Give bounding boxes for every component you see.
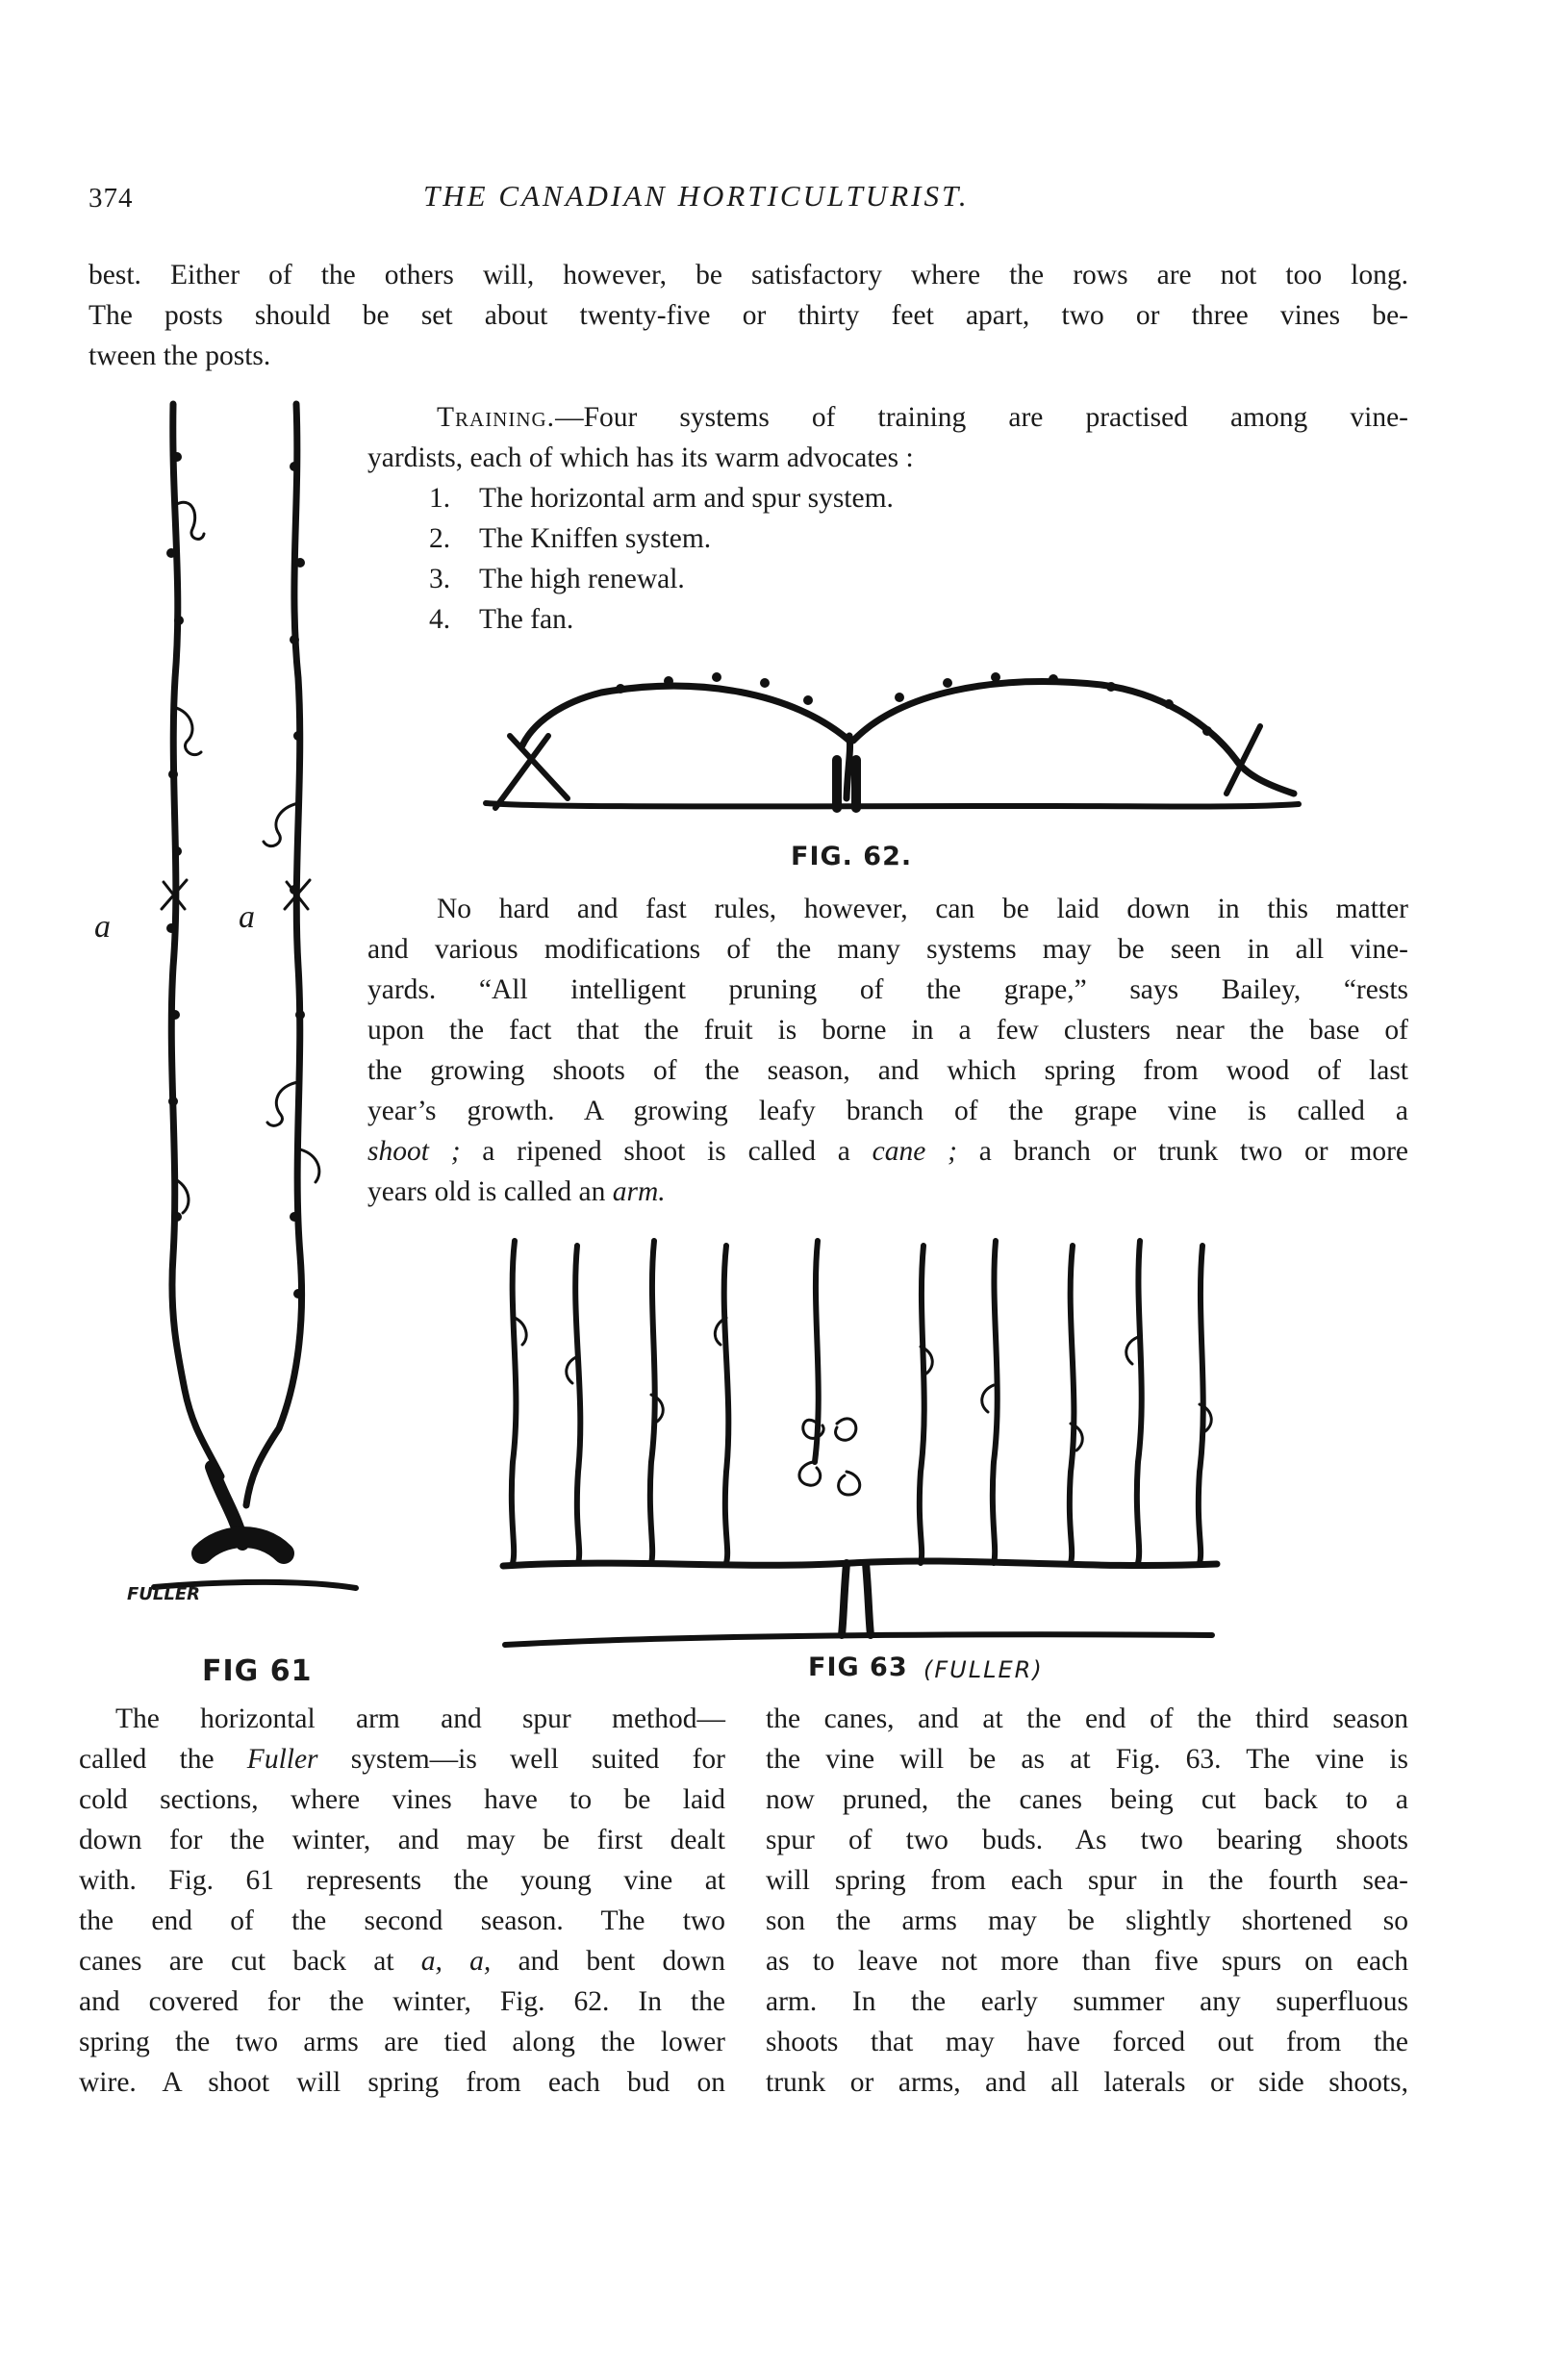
intro-line: tween the posts. <box>89 341 271 371</box>
training-paragraph <box>367 397 1408 478</box>
fig61-caption: FIG 61 <box>202 1654 313 1688</box>
column-line: the canes, and at the end of the third season <box>766 1703 1408 1734</box>
rules-line: year’s growth. A growing leafy branch of the grape vine is called a <box>367 1096 1408 1126</box>
fig61-credit: FULLER <box>127 1584 201 1604</box>
list-item: 1. The horizontal arm and spur system. <box>429 483 894 514</box>
rules-line: the growing shoots of the season, and which spring from wood of last <box>367 1055 1408 1086</box>
list-item: 4. The fan. <box>429 604 574 635</box>
right-column <box>766 1699 1408 2103</box>
fig63-caption: FIG 63 <box>808 1652 908 1682</box>
training-line-rest: —Four systems of training are practised among vine- <box>555 402 1408 433</box>
fig63-illustration <box>486 1231 1227 1654</box>
page-number: 374 <box>89 183 134 214</box>
rules-line: years old is called an arm. <box>367 1176 666 1207</box>
term-cane: cane ; <box>872 1136 957 1167</box>
rules-line: and various modifications of the many systems may be seen in all vine- <box>367 934 1408 965</box>
column-line: arm. In the early summer any superfluous <box>766 1986 1408 2017</box>
left-column <box>79 1699 725 2103</box>
column-line: down for the winter, and may be first dealt <box>79 1825 725 1855</box>
column-line: now pruned, the canes being cut back to a <box>766 1784 1408 1815</box>
fig63-credit: (FULLER) <box>923 1656 1044 1683</box>
intro-line: best. Either of the others will, however, be satisfactory where the rows are not too long. <box>89 260 1408 290</box>
term-fuller: Fuller <box>246 1744 318 1775</box>
list-item: 2. The Kniffen system. <box>429 523 712 554</box>
column-line: with. Fig. 61 represents the young vine at <box>79 1865 725 1896</box>
column-line: The horizontal arm and spur method— <box>115 1703 725 1734</box>
fig61-label-a-right: a <box>239 899 255 935</box>
column-line: son the arms may be slightly shortened so <box>766 1905 1408 1936</box>
fig61-label-a-left: a <box>94 909 111 945</box>
intro-line: The posts should be set about twenty-five or thirty feet apart, two or three vines be- <box>89 300 1408 331</box>
column-line: the vine will be as at Fig. 63. The vine is <box>766 1744 1408 1775</box>
column-line: will spring from each spur in the fourth sea- <box>766 1865 1408 1896</box>
systems-list <box>429 478 894 640</box>
column-line: trunk or arms, and all laterals or side shoots, <box>766 2067 1408 2098</box>
training-heading: Training. <box>437 402 556 433</box>
fig62-illustration <box>476 654 1303 837</box>
column-line: wire. A shoot will spring from each bud on <box>79 2067 725 2098</box>
rules-line: shoot ; a ripened shoot is called a cane ; a branch or trunk two or more <box>367 1136 1409 1167</box>
column-line: spring the two arms are tied along the lower <box>79 2027 725 2057</box>
running-title: THE CANADIAN HORTICULTURIST. <box>423 179 970 213</box>
column-line: shoots that may have forced out from the <box>766 2027 1408 2057</box>
column-line: spur of two buds. As two bearing shoots <box>766 1825 1408 1855</box>
column-line: called the Fuller system—is well suited for <box>79 1744 725 1775</box>
fig62-caption: FIG. 62. <box>791 842 913 871</box>
rules-line: upon the fact that the fruit is borne in a few clusters near the base of <box>367 1015 1408 1046</box>
intro-paragraph <box>89 255 1408 376</box>
rules-line: yards. “All intelligent pruning of the grape,” says Bailey, “rests <box>367 974 1408 1005</box>
list-item: 3. The high renewal. <box>429 564 685 594</box>
training-line <box>367 397 1408 438</box>
column-line: as to leave not more than five spurs on each <box>766 1946 1408 1977</box>
rules-line: No hard and fast rules, however, can be laid down in this matter <box>437 894 1408 924</box>
column-line: and covered for the winter, Fig. 62. In the <box>79 1986 725 2017</box>
rules-paragraph <box>367 889 1408 1212</box>
term-shoot: shoot ; <box>367 1136 461 1167</box>
term-arm: arm. <box>612 1176 666 1207</box>
column-line: the end of the second season. The two <box>79 1905 725 1936</box>
fig61-illustration <box>115 390 366 1640</box>
training-line: yardists, each of which has its warm advocates : <box>367 442 914 473</box>
column-line: canes are cut back at a, a, and bent down <box>79 1946 726 1977</box>
column-line: cold sections, where vines have to be laid <box>79 1784 725 1815</box>
